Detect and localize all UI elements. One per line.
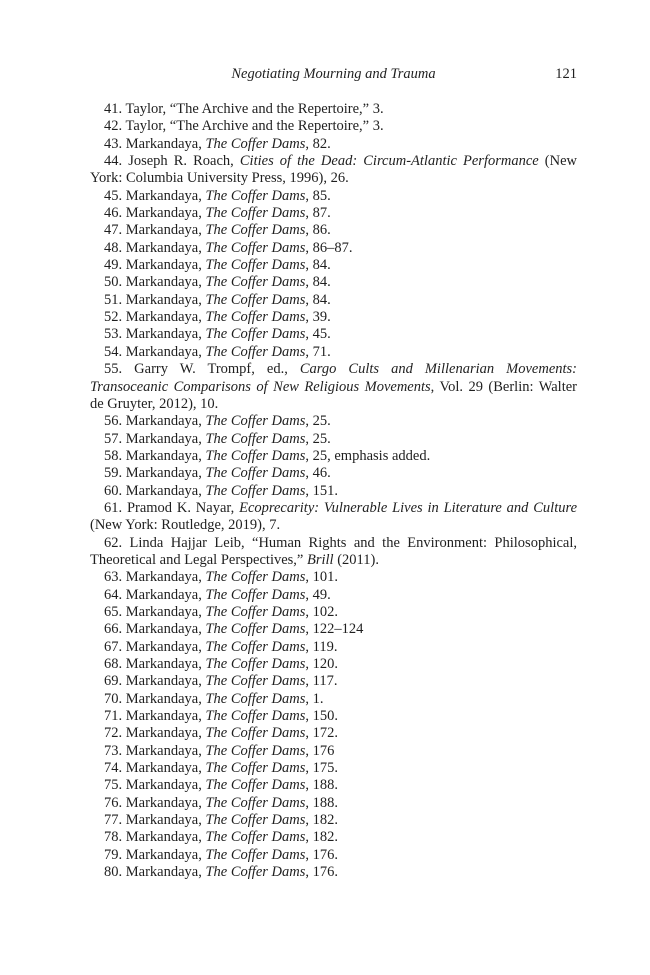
endnote-title: The Coffer Dams	[205, 447, 306, 464]
endnote-title: Cities of the Dead: Circum-Atlantic Performance	[239, 153, 539, 170]
endnote-number: 51.	[104, 291, 123, 308]
endnote-number: 68.	[104, 656, 123, 672]
endnote-text: Markandaya,	[125, 638, 206, 655]
endnote	[90, 222, 577, 239]
endnote-text: , Vol. 29 (Berlin: Walter de Gruyter, 2012), 10.	[90, 378, 577, 412]
page-number: 121	[555, 66, 577, 82]
endnote-text: Markandaya,	[125, 725, 206, 742]
endnote-text: Markandaya,	[125, 829, 206, 846]
endnote	[90, 274, 577, 291]
endnote-number: 67.	[104, 638, 123, 655]
endnote-text: Markandaya,	[125, 274, 206, 291]
endnote-text: Markandaya,	[125, 205, 206, 222]
endnote-text: Pramod K. Nayar,	[126, 499, 240, 516]
endnote	[90, 361, 577, 413]
endnote-number: 58.	[104, 447, 123, 464]
endnote-number: 77.	[104, 812, 123, 829]
endnote-number: 71.	[104, 708, 123, 725]
endnote-title: The Coffer Dams	[205, 673, 306, 690]
endnote-text: Markandaya,	[125, 291, 206, 308]
endnote	[90, 205, 577, 222]
endnote-text: Markandaya,	[125, 465, 206, 482]
endnote-text: , 176.	[305, 864, 338, 881]
endnote-title: The Coffer Dams	[205, 638, 306, 655]
endnote-text: Taylor, “The Archive and the Repertoire,” 3.	[125, 101, 384, 117]
endnote-text: Markandaya,	[125, 326, 206, 343]
endnote-text: Markandaya,	[125, 430, 206, 447]
endnote	[90, 777, 577, 794]
endnote-text: Joseph R. Roach,	[128, 153, 240, 170]
endnote-title: The Coffer Dams	[205, 465, 306, 482]
endnote-number: 52.	[104, 309, 123, 326]
endnote	[90, 188, 577, 205]
endnote-title: The Coffer Dams	[205, 187, 306, 204]
endnote	[90, 708, 577, 725]
endnote-number: 63.	[104, 569, 123, 586]
endnote-title: Ecoprecarity: Vulnerable Lives in Literature and Culture	[239, 499, 578, 516]
endnote-number: 47.	[104, 222, 123, 239]
endnote-title: The Coffer Dams	[205, 621, 306, 638]
endnote-text: , 122–124	[305, 621, 364, 638]
endnote-text: , 188.	[305, 794, 338, 811]
endnote-number: 46.	[104, 205, 123, 222]
endnote-number: 74.	[104, 760, 123, 777]
endnote-text: , 101.	[305, 569, 338, 586]
endnote-text: , 84.	[305, 291, 331, 308]
endnote-text: Markandaya,	[125, 309, 206, 326]
endnote-title: The Coffer Dams	[205, 239, 306, 256]
endnote-title: The Coffer Dams	[205, 291, 306, 308]
endnote-text: , 117.	[305, 673, 338, 690]
endnote-text: Markandaya,	[125, 239, 206, 256]
endnote	[90, 760, 577, 777]
endnote-text: , 176.	[305, 846, 338, 863]
endnote-title: Brill	[307, 551, 334, 568]
endnote-number: 54.	[104, 343, 123, 360]
endnote-text: Markandaya,	[125, 222, 206, 239]
endnote	[90, 847, 577, 864]
endnote-text: , 39.	[305, 309, 331, 326]
endnote	[90, 639, 577, 656]
endnote	[90, 118, 577, 135]
endnote-number: 72.	[104, 725, 123, 742]
endnotes-list	[90, 101, 577, 881]
endnote-title: The Coffer Dams	[205, 603, 306, 620]
endnote-title: The Coffer Dams	[205, 794, 306, 811]
endnote-title: The Coffer Dams	[205, 725, 306, 742]
endnote-text: , 188.	[305, 777, 338, 794]
endnote	[90, 656, 577, 673]
endnote-text: Markandaya,	[125, 586, 206, 603]
endnote-text: Linda Hajjar Leib, “Human Rights and the Environment: Philosophical, Theoretical and Legal Perspectives,”	[90, 534, 578, 568]
endnote-number: 45.	[104, 187, 123, 204]
endnote-number: 62.	[104, 534, 123, 551]
endnote-text: , 84.	[305, 257, 331, 274]
endnote-text: Markandaya,	[125, 760, 206, 777]
endnote-title: The Coffer Dams	[205, 205, 306, 222]
endnote-text: Markandaya,	[125, 794, 206, 811]
endnote-text: (New York: Columbia University Press, 1996), 26.	[90, 153, 578, 187]
endnote-text: , 86.	[305, 222, 331, 239]
endnote-text: Markandaya,	[125, 603, 206, 620]
endnote-number: 69.	[104, 673, 123, 690]
endnote-title: The Coffer Dams	[205, 586, 306, 603]
endnote-text: , 86–87.	[305, 239, 353, 256]
endnote-number: 80.	[104, 864, 123, 881]
endnote-text: , 182.	[305, 829, 338, 846]
endnote-text: , 25.	[305, 430, 331, 447]
endnote-title: Cargo Cults and Millenarian Movements: Transoceanic Comparisons of New Religious Movements	[90, 361, 577, 395]
endnote-title: The Coffer Dams	[205, 135, 306, 152]
endnote-number: 57.	[104, 430, 123, 447]
endnote	[90, 673, 577, 690]
endnote-number: 50.	[104, 274, 123, 291]
endnote	[90, 326, 577, 343]
endnote-number: 43.	[104, 135, 123, 152]
endnote	[90, 483, 577, 500]
endnote-text: Markandaya,	[125, 656, 206, 672]
endnote-text: , 46.	[305, 465, 331, 482]
endnote-number: 75.	[104, 777, 123, 794]
endnote	[90, 292, 577, 309]
endnote-number: 76.	[104, 794, 123, 811]
endnote	[90, 257, 577, 274]
endnote-number: 78.	[104, 829, 123, 846]
endnote-text: Markandaya,	[125, 621, 206, 638]
endnote-number: 65.	[104, 603, 123, 620]
endnote-number: 42.	[104, 118, 123, 135]
endnote-number: 60.	[104, 482, 123, 499]
endnote-title: The Coffer Dams	[205, 690, 306, 707]
endnote-text: Markandaya,	[125, 864, 206, 881]
endnote-text: , 82.	[305, 135, 331, 152]
endnote	[90, 569, 577, 586]
endnote	[90, 413, 577, 430]
endnote-title: The Coffer Dams	[205, 760, 306, 777]
endnote-title: The Coffer Dams	[205, 864, 306, 881]
endnote-number: 53.	[104, 326, 123, 343]
endnote-number: 61.	[104, 499, 123, 516]
endnote-text: , 151.	[305, 482, 338, 499]
endnote-number: 79.	[104, 846, 123, 863]
endnote-text: Markandaya,	[125, 708, 206, 725]
endnote-number: 48.	[104, 239, 123, 256]
endnote-text: Markandaya,	[125, 257, 206, 274]
endnote	[90, 136, 577, 153]
endnote	[90, 431, 577, 448]
endnote-number: 41.	[104, 101, 123, 117]
endnote-text: Markandaya,	[125, 447, 206, 464]
endnote	[90, 535, 577, 570]
endnote-text: (New York: Routledge, 2019), 7.	[90, 517, 281, 534]
endnote	[90, 465, 577, 482]
endnote	[90, 309, 577, 326]
endnote-text: Taylor, “The Archive and the Repertoire,” 3.	[125, 118, 384, 135]
endnote-title: The Coffer Dams	[205, 274, 306, 291]
endnote-text: , 119.	[305, 638, 338, 655]
endnote	[90, 743, 577, 760]
endnote-text: Markandaya,	[125, 187, 206, 204]
endnote-title: The Coffer Dams	[205, 343, 306, 360]
endnote-title: The Coffer Dams	[205, 430, 306, 447]
running-head-title: Negotiating Mourning and Trauma	[231, 66, 436, 82]
endnote-number: 70.	[104, 690, 123, 707]
endnote-number: 64.	[104, 586, 123, 603]
endnote-text: Markandaya,	[125, 673, 206, 690]
endnote-number: 55.	[104, 361, 123, 378]
endnote	[90, 795, 577, 812]
endnote-text: , 150.	[305, 708, 338, 725]
endnote	[90, 500, 577, 535]
endnote-text: , 85.	[305, 187, 331, 204]
endnote-title: The Coffer Dams	[205, 656, 306, 672]
endnote-text: , 49.	[305, 586, 331, 603]
endnote-text: Markandaya,	[125, 343, 206, 360]
endnote	[90, 101, 577, 118]
endnote	[90, 448, 577, 465]
endnote-title: The Coffer Dams	[205, 777, 306, 794]
endnote-title: The Coffer Dams	[205, 846, 306, 863]
endnote-number: 66.	[104, 621, 123, 638]
endnote-text: , 71.	[305, 343, 331, 360]
endnote-title: The Coffer Dams	[205, 413, 306, 430]
endnote-title: The Coffer Dams	[205, 742, 306, 759]
endnote	[90, 725, 577, 742]
endnote-text: Markandaya,	[125, 690, 206, 707]
endnote-title: The Coffer Dams	[205, 812, 306, 829]
endnote-text: , 84.	[305, 274, 331, 291]
endnote-text: Markandaya,	[125, 413, 206, 430]
endnote-text: , 182.	[305, 812, 338, 829]
endnote-text: , 172.	[305, 725, 338, 742]
endnote-text: , 25.	[305, 413, 331, 430]
endnote-text: Markandaya,	[125, 812, 206, 829]
endnote	[90, 812, 577, 829]
endnote	[90, 621, 577, 638]
endnote-text: Markandaya,	[125, 482, 206, 499]
endnote-text: Garry W. Trompf, ed.,	[134, 361, 300, 378]
endnote-title: The Coffer Dams	[205, 326, 306, 343]
endnote-text: , 45.	[305, 326, 331, 343]
endnote-text: , 87.	[305, 205, 331, 222]
endnote-text: Markandaya,	[125, 135, 206, 152]
endnote-number: 73.	[104, 742, 123, 759]
endnote	[90, 153, 577, 188]
endnote-number: 49.	[104, 257, 123, 274]
endnote-text: Markandaya,	[125, 777, 206, 794]
endnote	[90, 344, 577, 361]
endnote-text: Markandaya,	[125, 569, 206, 586]
endnote	[90, 864, 577, 881]
endnote	[90, 587, 577, 604]
endnote-text: , 175.	[305, 760, 338, 777]
endnote	[90, 240, 577, 257]
endnote-title: The Coffer Dams	[205, 309, 306, 326]
running-head	[90, 66, 577, 86]
endnote-text: , 120.	[305, 656, 338, 672]
endnote-text: Markandaya,	[125, 846, 206, 863]
endnote-title: The Coffer Dams	[205, 222, 306, 239]
endnote-text: Markandaya,	[125, 742, 206, 759]
endnote-text: (2011).	[333, 551, 379, 568]
endnote-text: , 25, emphasis added.	[305, 447, 431, 464]
endnote-number: 56.	[104, 413, 123, 430]
endnote-title: The Coffer Dams	[205, 257, 306, 274]
endnote-title: The Coffer Dams	[205, 482, 306, 499]
endnote	[90, 604, 577, 621]
endnote-number: 59.	[104, 465, 123, 482]
endnote-title: The Coffer Dams	[205, 569, 306, 586]
endnote-text: , 102.	[305, 603, 338, 620]
endnote-title: The Coffer Dams	[205, 708, 306, 725]
endnote-number: 44.	[104, 153, 123, 170]
endnote	[90, 691, 577, 708]
endnote-text: , 176	[305, 742, 335, 759]
endnote-title: The Coffer Dams	[205, 829, 306, 846]
endnote-text: , 1.	[305, 690, 324, 707]
endnote	[90, 829, 577, 846]
